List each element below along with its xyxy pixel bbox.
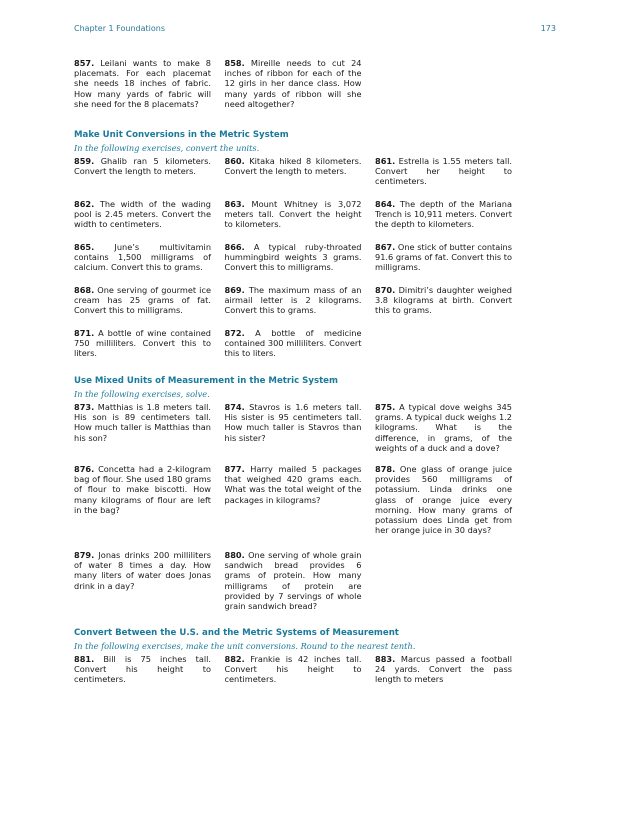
exercise (375, 242, 512, 285)
exercise-number: 864. (375, 199, 396, 209)
exercise (375, 464, 512, 550)
section (74, 628, 512, 688)
exercise-number: 876. (74, 464, 95, 474)
exercise (225, 199, 362, 242)
page-content (74, 58, 512, 688)
exercise-row (74, 550, 512, 620)
exercise-text: Dimitri’s daughter weighed 3.8 kilograms at birth. Convert this to grams. (375, 285, 512, 316)
exercise-text: Leilani wants to make 8 placemats. For each placemat she needs 18 inches of fabric. How many yards of fabric will she need for the 8 placemats? (74, 58, 212, 109)
exercise-row (74, 242, 512, 285)
exercise (225, 242, 362, 285)
section-title: Make Unit Conversions in the Metric System (74, 130, 289, 140)
exercise (225, 464, 362, 550)
section-instruction: In the following exercises, make the unit conversions. Round to the nearest tenth. (74, 641, 416, 651)
exercise (74, 328, 211, 368)
exercise-text: June’s multivitamin contains 1,500 milligrams of calcium. Convert this to grams. (74, 242, 212, 273)
exercise-text: Mireille needs to cut 24 inches of ribbon for each of the 12 girls in her dance class. How many yards of ribbon will she need altogether? (224, 58, 362, 109)
exercise (74, 402, 211, 464)
exercise-text: A bottle of medicine contained 300 milliliters. Convert this to liters. (224, 328, 362, 359)
exercise-number: 863. (224, 199, 245, 209)
exercise-text: One glass of orange juice provides 560 milligrams of potassium. Linda drinks one glass of orange juice every morning. How many grams of potassium does Linda get from her orange juice in 30 days? (375, 464, 512, 536)
exercise (375, 156, 512, 199)
exercise-number: 879. (74, 550, 95, 560)
exercise-number: 873. (74, 402, 95, 412)
exercise (225, 156, 362, 199)
exercise (225, 285, 362, 328)
exercise-placeholder (375, 550, 512, 620)
exercise-row (74, 58, 512, 120)
exercise (225, 550, 362, 620)
exercise-text: Ghalib ran 5 kilometers. Convert the length to meters. (74, 156, 211, 177)
exercise-row (74, 328, 512, 368)
exercise-number: 857. (74, 58, 95, 68)
exercise-number: 871. (74, 328, 95, 338)
exercise (74, 464, 211, 550)
exercise-text: Mount Whitney is 3,072 meters tall. Convert the height to kilometers. (224, 199, 362, 230)
exercise (74, 199, 211, 242)
exercise (74, 156, 211, 199)
exercise (375, 199, 512, 242)
exercise-number: 878. (375, 464, 396, 474)
exercise-text: Harry mailed 5 packages that weighed 420 grams each. What was the total weight of the packages in kilograms? (224, 464, 362, 505)
exercise-number: 880. (224, 550, 245, 560)
exercise-text: Kitaka hiked 8 kilometers. Convert the length to meters. (224, 156, 362, 177)
section (74, 130, 512, 368)
exercise-text: A bottle of wine contained 750 milliliters. Convert this to liters. (74, 328, 211, 359)
exercise-text: Estrella is 1.55 meters tall. Convert her height to centimeters. (375, 156, 512, 187)
exercise-number: 874. (224, 402, 245, 412)
page-number: 173 (540, 24, 556, 33)
exercise-number: 872. (224, 328, 245, 338)
exercise-number: 883. (375, 654, 396, 664)
exercise-number: 877. (224, 464, 245, 474)
exercise-text: One stick of butter contains 91.6 grams of fat. Convert this to milligrams. (375, 242, 512, 273)
exercise (74, 285, 211, 328)
exercise-text: The depth of the Mariana Trench is 10,911 meters. Convert the depth to kilometers. (375, 199, 512, 230)
exercise-number: 875. (375, 402, 396, 412)
exercise-number: 868. (74, 285, 95, 295)
exercise (225, 58, 362, 120)
section-title: Convert Between the U.S. and the Metric Systems of Measurement (74, 628, 399, 638)
exercise (74, 242, 211, 285)
exercise (74, 550, 211, 620)
exercise-number: 859. (74, 156, 95, 166)
exercise-number: 866. (224, 242, 245, 252)
exercise-text: Bill is 75 inches tall. Convert his height to centimeters. (74, 654, 211, 685)
exercise-number: 881. (74, 654, 95, 664)
section (74, 376, 512, 620)
exercise-row (74, 464, 512, 550)
exercise (225, 328, 362, 368)
exercise-text: One serving of whole grain sandwich bread provides 6 grams of protein. How many milligrams of protein are provided by 7 servings of whole grain sandwich bread? (224, 550, 362, 612)
page-header (74, 24, 556, 38)
exercise-text: The width of the wading pool is 2.45 meters. Convert the width to centimeters. (74, 199, 211, 230)
exercise-number: 870. (375, 285, 396, 295)
exercise (375, 654, 512, 688)
exercise-text: Frankie is 42 inches tall. Convert his height to centimeters. (224, 654, 362, 685)
exercise (225, 402, 362, 464)
exercise (375, 285, 512, 328)
exercise-number: 861. (375, 156, 396, 166)
chapter-title: Chapter 1 Foundations (74, 24, 165, 33)
exercise (225, 654, 362, 688)
exercise-number: 865. (74, 242, 95, 252)
exercise-text: A typical dove weighs 345 grams. A typical duck weighs 1.2 kilograms. What is the difference, in grams, of the weights of a duck and a dove? (375, 402, 512, 453)
exercise-row (74, 156, 512, 199)
exercise (74, 58, 211, 120)
exercise-text: A typical ruby-throated hummingbird weights 3 grams. Convert this to milligrams. (224, 242, 362, 273)
exercise-text: Marcus passed a football 24 yards. Convert the pass length to meters (375, 654, 513, 685)
exercise-row (74, 285, 512, 328)
exercise (74, 654, 211, 688)
exercise-text: Stavros is 1.6 meters tall. His sister is 95 centimeters tall. How much taller is Stavros than his sister? (224, 402, 362, 443)
section-instruction: In the following exercises, solve. (74, 389, 210, 399)
exercise-row (74, 199, 512, 242)
exercise-text: Concetta had a 2-kilogram bag of flour. She used 180 grams of flour to make biscotti. How many kilograms of flour are left in the bag? (74, 464, 212, 515)
section-instruction: In the following exercises, convert the units. (74, 143, 260, 153)
exercise-placeholder (375, 58, 512, 120)
exercise-number: 867. (375, 242, 396, 252)
exercise-text: The maximum mass of an airmail letter is 2 kilograms. Convert this to grams. (224, 285, 362, 316)
exercise (375, 402, 512, 464)
exercise-text: Matthias is 1.8 meters tall. His son is 89 centimeters tall. How much taller is Matthias than his son? (74, 402, 211, 443)
exercise-number: 869. (224, 285, 245, 295)
exercise-number: 882. (224, 654, 245, 664)
exercise-text: Jonas drinks 200 milliliters of water 8 times a day. How many liters of water does Jonas drink in a day? (74, 550, 211, 591)
exercise-placeholder (375, 328, 512, 368)
exercise-number: 862. (74, 199, 95, 209)
exercise-row (74, 402, 512, 464)
exercise-number: 858. (224, 58, 245, 68)
section-title: Use Mixed Units of Measurement in the Metric System (74, 376, 338, 386)
exercise-row (74, 654, 512, 688)
exercise-text: One serving of gourmet ice cream has 25 grams of fat. Convert this to milligrams. (74, 285, 211, 316)
exercise-number: 860. (224, 156, 245, 166)
